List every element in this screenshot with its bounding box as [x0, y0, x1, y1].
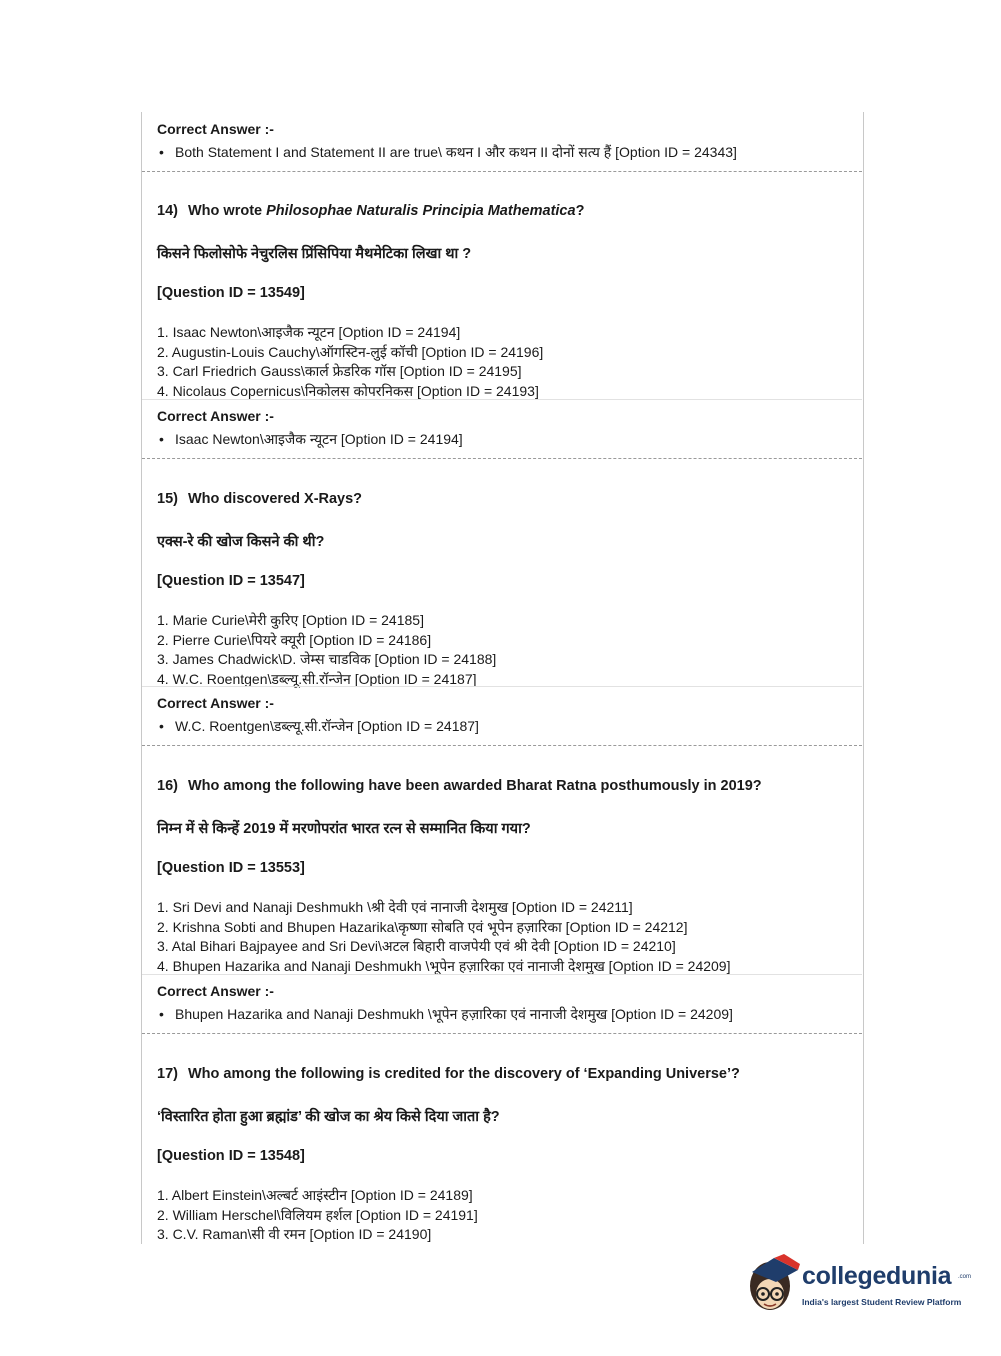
option-item: 3. James Chadwick\D. जेम्स चाडविक [Option ID = 24188]: [157, 651, 497, 668]
option-item: 2. Krishna Sobti and Bhupen Hazarika\कृष्णा सोबति एवं भूपेन हज़ारिका [Option ID = 24212]: [157, 918, 688, 935]
bullet: •: [159, 1006, 164, 1022]
question-text: Who discovered X-Rays?: [188, 491, 363, 507]
correct-answer-title: Correct Answer :-: [157, 408, 274, 424]
question-hindi: एक्स-रे की खोज किसने की थी?: [157, 534, 325, 550]
option-item: 1. Sri Devi and Nanaji Deshmukh \श्री देवी एवं नानाजी देशमुख [Option ID = 24211]: [157, 899, 633, 915]
question-id: [Question ID = 13547]: [157, 573, 305, 589]
logo-tagline: India's largest Student Review Platform: [802, 1297, 962, 1307]
mascot-icon: [744, 1250, 804, 1320]
question-number: 14): [157, 203, 178, 219]
option-item: 1. Isaac Newton\आइजैक न्यूटन [Option ID = 24194]: [157, 324, 461, 340]
question-divider: [142, 458, 862, 459]
option-item: 1. Marie Curie\मेरी कुरिए [Option ID = 24185]: [157, 612, 424, 628]
question-hindi: ‘विस्तारित होता हुआ ब्रह्मांड’ की खोज का श्रेय किसे दिया जाता है?: [157, 1109, 500, 1125]
question-text-title: Philosophae Naturalis Principia Mathematica: [266, 203, 576, 219]
correct-answer-item: [157, 143, 847, 162]
answer-block-16: [157, 983, 847, 1024]
option-item: 2. William Herschel\विलियम हर्शल [Option ID = 24191]: [157, 1206, 478, 1223]
option-list: [157, 323, 847, 401]
question-id: [Question ID = 13549]: [157, 285, 305, 301]
correct-answer-item: [157, 430, 847, 449]
logo-wordmark: collegedunia: [802, 1262, 952, 1290]
correct-answer-text: Both Statement I and Statement II are true\ कथन I और कथन II दोनों सत्य हैं [Option ID = 24343]: [175, 144, 737, 160]
question-id: [Question ID = 13548]: [157, 1148, 305, 1164]
question-heading: [157, 491, 847, 507]
option-item: 2. Pierre Curie\पियरे क्यूरी [Option ID = 24186]: [157, 631, 432, 648]
answer-separator: [142, 399, 862, 400]
question-number: 16): [157, 778, 178, 794]
question-hindi: निम्न में से किन्हें 2019 में मरणोपरांत भारत रत्न से सम्मानित किया गया?: [157, 821, 531, 837]
bullet: •: [159, 144, 164, 160]
question-heading: [157, 778, 847, 794]
correct-answer-text: Isaac Newton\आइजैक न्यूटन [Option ID = 24194]: [175, 431, 463, 447]
option-item: 1. Albert Einstein\अल्बर्ट आइंस्टीन [Option ID = 24189]: [157, 1187, 473, 1203]
question-text: Who among the following is credited for the discovery of ‘Expanding Universe’?: [188, 1066, 740, 1082]
question-text-prefix: Who wrote: [188, 203, 267, 219]
correct-answer-text: W.C. Roentgen\डब्ल्यू.सी.रॉन्जेन [Option ID = 24187]: [175, 718, 479, 734]
question-divider: [142, 171, 862, 172]
question-number: 17): [157, 1066, 178, 1082]
option-item: 4. W.C. Roentgen\डब्ल्यू.सी.रॉन्जेन [Option ID = 24187]: [157, 670, 477, 687]
answer-block-14: [157, 408, 847, 449]
answer-block-15: [157, 695, 847, 736]
question-block-15: [157, 491, 847, 689]
question-heading: [157, 1066, 847, 1082]
answer-block-13: [157, 121, 847, 162]
correct-answer-item: [157, 717, 847, 736]
option-item: 3. C.V. Raman\सी वी रमन [Option ID = 24190]: [157, 1226, 432, 1243]
option-item: 3. Carl Friedrich Gauss\कार्ल फ्रेडरिक गॉस [Option ID = 24195]: [157, 363, 522, 380]
option-list: [157, 611, 847, 689]
question-hindi: किसने फिलोसोफे नेचुरलिस प्रिंसिपिया मैथमेटिका लिखा था ?: [157, 246, 472, 262]
question-block-17: [157, 1066, 847, 1245]
question-number: 15): [157, 491, 178, 507]
bullet: •: [159, 431, 164, 447]
bullet: •: [159, 718, 164, 734]
option-item: 4. Bhupen Hazarika and Nanaji Deshmukh \भूपेन हज़ारिका एवं नानाजी देशमुख [Option ID = 24209]: [157, 957, 731, 974]
question-divider: [142, 1033, 862, 1034]
answer-separator: [142, 974, 862, 975]
answer-separator: [142, 686, 862, 687]
option-item: 4. Nicolaus Copernicus\निकोलस कोपरनिकस [Option ID = 24193]: [157, 382, 539, 399]
correct-answer-text: Bhupen Hazarika and Nanaji Deshmukh \भूपेन हज़ारिका एवं नानाजी देशमुख [Option ID = 24209]: [175, 1006, 733, 1022]
question-id: [Question ID = 13553]: [157, 860, 305, 876]
option-list: [157, 898, 847, 976]
question-divider: [142, 745, 862, 746]
question-text: Who among the following have been awarded Bharat Ratna posthumously in 2019?: [188, 778, 762, 794]
question-block-14: [157, 203, 847, 401]
question-heading: [157, 203, 847, 219]
correct-answer-title: Correct Answer :-: [157, 983, 274, 999]
logo-domain: .com: [958, 1274, 972, 1280]
collegedunia-logo[interactable]: [744, 1250, 974, 1320]
question-block-16: [157, 778, 847, 976]
option-item: 3. Atal Bihari Bajpayee and Sri Devi\अटल बिहारी वाजपेयी एवं श्री देवी [Option ID = 24210]: [157, 938, 676, 955]
option-item: 2. Augustin-Louis Cauchy\ऑगस्टिन-लुई कॉची [Option ID = 24196]: [157, 343, 544, 360]
correct-answer-title: Correct Answer :-: [157, 695, 274, 711]
option-list: [157, 1186, 847, 1245]
question-text-suffix: ?: [575, 203, 585, 219]
correct-answer-title: Correct Answer :-: [157, 121, 274, 137]
correct-answer-item: [157, 1005, 847, 1024]
